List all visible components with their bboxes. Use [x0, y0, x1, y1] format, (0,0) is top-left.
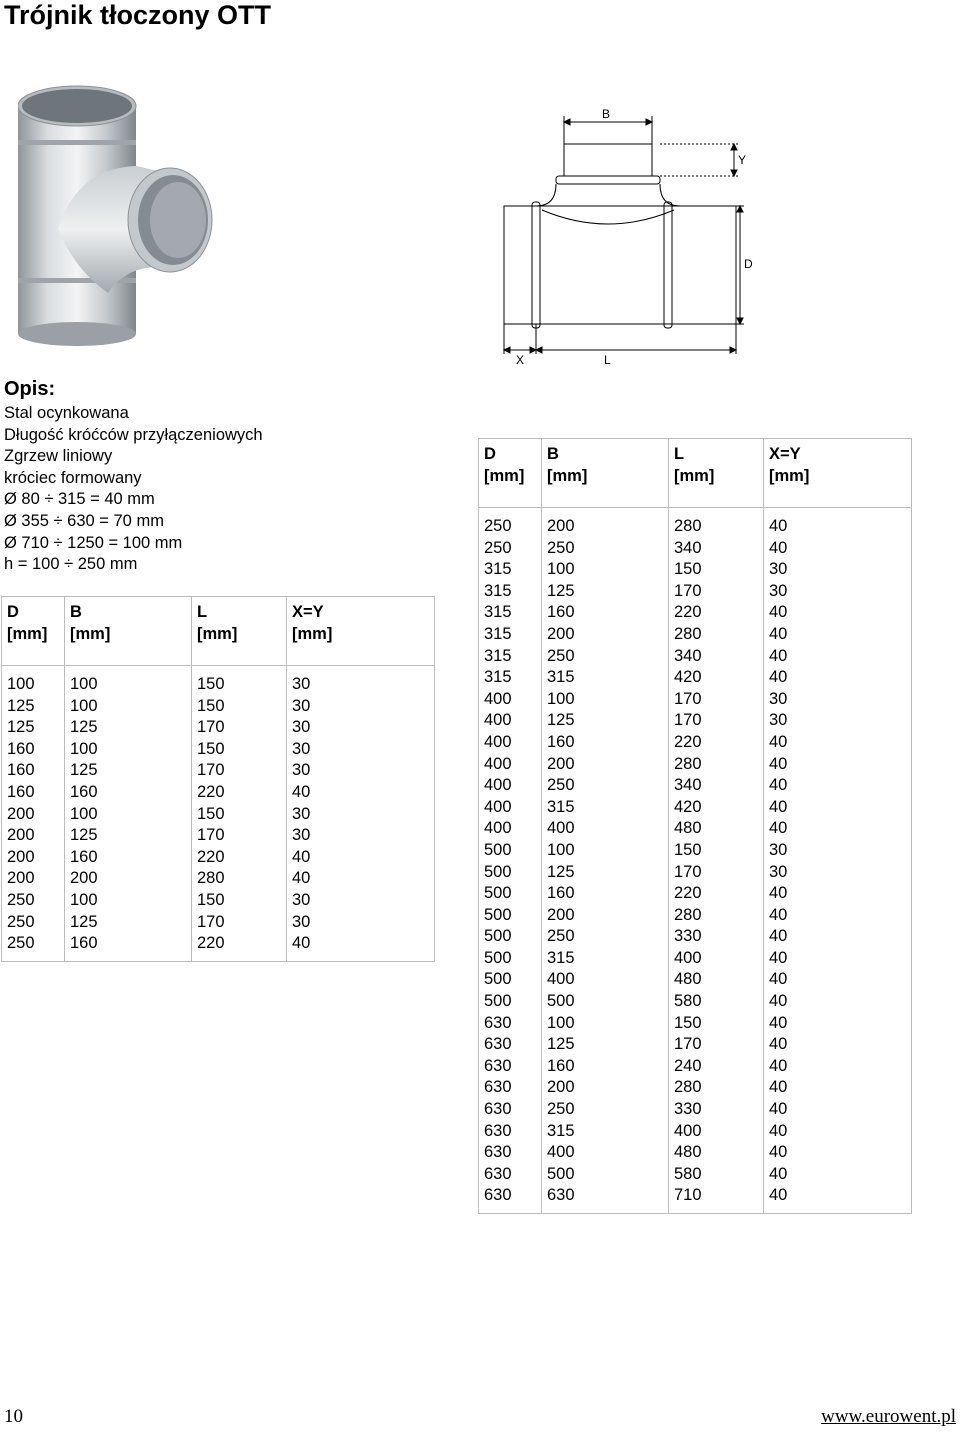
- table-cell-value: 170: [197, 826, 225, 845]
- table-header-row: [2, 597, 435, 666]
- table-cell-value: 240: [674, 1056, 702, 1075]
- table-cell-value: 100: [547, 1013, 575, 1032]
- table-cell-value: 100: [70, 675, 98, 693]
- table-cell-value: 125: [547, 581, 575, 600]
- table-cell-value: 150: [197, 890, 225, 909]
- table-cell-value: 315: [484, 581, 512, 600]
- table-cell-value: 40: [769, 948, 788, 967]
- column-header: [764, 439, 912, 508]
- opis-line: h = 100 ÷ 250 mm: [4, 555, 138, 574]
- table-cell-value: 30: [769, 560, 788, 579]
- table-cell-value: 200: [547, 517, 575, 535]
- table-cell-value: 420: [674, 668, 702, 687]
- table-cell-value: 400: [484, 819, 512, 838]
- table-cell-value: 40: [769, 754, 788, 773]
- opis-line: Zgrzew liniowy: [4, 447, 113, 466]
- table-cell-value: 400: [484, 797, 512, 816]
- table-cell-value: 40: [769, 970, 788, 989]
- table-cell-value: 220: [197, 847, 225, 866]
- table-cell-value: 40: [769, 668, 788, 687]
- table-cell-value: 200: [547, 624, 575, 643]
- table-cell-value: 630: [484, 1121, 512, 1140]
- table-cell-value: 125: [70, 718, 98, 737]
- table-cell-value: 480: [674, 819, 702, 838]
- table-cell-value: 480: [674, 1143, 702, 1162]
- table-column-cell: [542, 508, 669, 1214]
- table-cell-value: 340: [674, 646, 702, 665]
- column-unit: [mm]: [674, 467, 715, 485]
- column-name: D: [7, 603, 19, 621]
- table-cell-value: 315: [547, 948, 575, 967]
- table-cell-value: 315: [547, 1121, 575, 1140]
- table-cell-value: 315: [484, 560, 512, 579]
- table-cell-value: 400: [484, 776, 512, 795]
- table-cell-value: 500: [484, 992, 512, 1011]
- table-cell-value: 250: [547, 646, 575, 665]
- table-cell-value: 100: [70, 696, 98, 715]
- table-cell-value: 30: [769, 581, 788, 600]
- table-cell-value: 160: [70, 934, 98, 953]
- table-cell-value: 200: [7, 804, 35, 823]
- table-cell-value: 30: [769, 840, 788, 859]
- table-cell-value: 170: [197, 912, 225, 931]
- table-cell-value: 250: [547, 776, 575, 795]
- table-cell-value: 200: [547, 905, 575, 924]
- page-title: Trójnik tłoczony OTT: [4, 0, 272, 30]
- table-cell-value: 315: [547, 797, 575, 816]
- table-cell-value: 40: [292, 782, 311, 801]
- table-cell-value: 40: [769, 1078, 788, 1097]
- table-cell-value: 280: [674, 624, 702, 643]
- table-column-cell: [287, 666, 435, 962]
- table-cell-value: 500: [547, 1164, 575, 1183]
- table-cell-value: 250: [7, 934, 35, 953]
- table-cell-value: 315: [484, 668, 512, 687]
- table-cell-value: 150: [197, 696, 225, 715]
- technical-drawing: [492, 106, 754, 366]
- table-cell-value: 420: [674, 797, 702, 816]
- table-cell-value: 170: [197, 718, 225, 737]
- table-cell-value: 280: [674, 1078, 702, 1097]
- dim-label-d: D: [744, 257, 753, 271]
- table-cell-value: 400: [484, 711, 512, 730]
- table-cell-value: 250: [484, 538, 512, 557]
- column-name: D: [484, 445, 496, 463]
- table-cell-value: 500: [484, 927, 512, 946]
- table-cell-value: 315: [484, 603, 512, 622]
- table-cell-value: 500: [484, 948, 512, 967]
- table-cell-value: 30: [292, 761, 311, 780]
- table-cell-value: 220: [674, 884, 702, 903]
- table-cell-value: 100: [70, 739, 98, 758]
- table-cell-value: 250: [547, 927, 575, 946]
- table-column-cell: [65, 666, 192, 962]
- dimension-table-small: [1, 596, 435, 962]
- table-cell-value: 710: [674, 1186, 702, 1205]
- table-cell-value: 30: [292, 739, 311, 758]
- table-cell-value: 160: [70, 847, 98, 866]
- table-cell-value: 40: [292, 869, 311, 888]
- table-cell-value: 100: [547, 840, 575, 859]
- column-name: L: [674, 445, 685, 463]
- table-cell-value: 30: [292, 912, 311, 931]
- table-cell-value: 400: [484, 689, 512, 708]
- table-cell-value: 100: [70, 804, 98, 823]
- table-cell-value: 150: [197, 675, 225, 693]
- dim-label-y: Y: [738, 153, 747, 167]
- table-cell-value: 315: [484, 624, 512, 643]
- table-cell-value: 30: [769, 862, 788, 881]
- column-header: [192, 597, 287, 666]
- table-cell-value: 200: [7, 869, 35, 888]
- column-header: [287, 597, 435, 666]
- column-name: B: [547, 445, 559, 463]
- page-number: 10: [4, 1406, 23, 1427]
- table-cell-value: 340: [674, 538, 702, 557]
- dim-label-l: L: [604, 353, 611, 366]
- table-cell-value: 40: [769, 517, 788, 535]
- opis-heading: Opis:: [4, 378, 56, 400]
- table-cell-value: 630: [484, 1164, 512, 1183]
- table-cell-value: 160: [547, 884, 575, 903]
- table-cell-value: 200: [547, 754, 575, 773]
- table-cell-value: 250: [547, 538, 575, 557]
- table-cell-value: 40: [769, 1164, 788, 1183]
- table-cell-value: 170: [674, 581, 702, 600]
- table-cell-value: 160: [7, 761, 35, 780]
- table-cell-value: 220: [674, 732, 702, 751]
- table-cell-value: 30: [292, 890, 311, 909]
- table-cell-value: 630: [484, 1100, 512, 1119]
- column-name: B: [70, 603, 82, 621]
- table-cell-value: 30: [292, 696, 311, 715]
- table-cell-value: 150: [197, 739, 225, 758]
- table-cell-value: 400: [674, 1121, 702, 1140]
- table-cell-value: 40: [769, 732, 788, 751]
- table-cell-value: 40: [769, 1013, 788, 1032]
- table-cell-value: 630: [484, 1078, 512, 1097]
- column-header: [65, 597, 192, 666]
- table-cell-value: 125: [70, 761, 98, 780]
- table-cell-value: 30: [769, 689, 788, 708]
- table-cell-value: 220: [197, 782, 225, 801]
- table-cell-value: 200: [547, 1078, 575, 1097]
- table-cell-value: 150: [674, 840, 702, 859]
- table-cell-value: 170: [674, 689, 702, 708]
- opis-line: Stal ocynkowana: [4, 404, 129, 422]
- table-cell-value: 125: [7, 718, 35, 737]
- table-cell-value: 250: [484, 517, 512, 535]
- table-cell-value: 500: [484, 884, 512, 903]
- table-header-row: [479, 439, 912, 508]
- column-name: X=Y: [769, 445, 801, 463]
- table-cell-value: 400: [547, 970, 575, 989]
- table-cell-value: 630: [484, 1035, 512, 1054]
- table-cell-value: 40: [769, 1056, 788, 1075]
- table-cell-value: 30: [292, 826, 311, 845]
- table-cell-value: 280: [674, 754, 702, 773]
- column-header: [669, 439, 764, 508]
- table-cell-value: 40: [769, 927, 788, 946]
- table-cell-value: 40: [769, 819, 788, 838]
- table-cell-value: 160: [7, 782, 35, 801]
- table-cell-value: 250: [547, 1100, 575, 1119]
- table-cell-value: 220: [674, 603, 702, 622]
- table-body-row: [2, 666, 435, 962]
- table-cell-value: 580: [674, 992, 702, 1011]
- table-cell-value: 250: [7, 890, 35, 909]
- dim-label-b: B: [602, 107, 611, 121]
- table-cell-value: 630: [484, 1056, 512, 1075]
- table-cell-value: 170: [674, 862, 702, 881]
- table-cell-value: 30: [292, 718, 311, 737]
- table-cell-value: 400: [484, 732, 512, 751]
- table-cell-value: 40: [769, 624, 788, 643]
- table-cell-value: 220: [197, 934, 225, 953]
- table-body-row: [479, 508, 912, 1214]
- opis-line: Ø 355 ÷ 630 = 70 mm: [4, 511, 164, 530]
- table-cell-value: 160: [547, 1056, 575, 1075]
- column-unit: [mm]: [769, 467, 810, 485]
- table-cell-value: 280: [197, 869, 225, 888]
- table-cell-value: 200: [7, 847, 35, 866]
- table-cell-value: 40: [769, 797, 788, 816]
- table-cell-value: 100: [547, 689, 575, 708]
- opis-description: [4, 403, 263, 576]
- table-cell-value: 40: [292, 934, 311, 953]
- column-unit: [mm]: [70, 625, 111, 643]
- table-column-cell: [2, 666, 65, 962]
- table-cell-value: 40: [769, 1100, 788, 1119]
- table-column-cell: [764, 508, 912, 1214]
- table-cell-value: 500: [484, 970, 512, 989]
- table-column-cell: [192, 666, 287, 962]
- table-cell-value: 170: [674, 1035, 702, 1054]
- table-column-cell: [479, 508, 542, 1214]
- table-cell-value: 125: [547, 711, 575, 730]
- column-unit: [mm]: [547, 467, 588, 485]
- table-cell-value: 150: [674, 1013, 702, 1032]
- table-cell-value: 500: [547, 992, 575, 1011]
- dimension-table-large: [478, 438, 912, 1214]
- table-cell-value: 30: [769, 711, 788, 730]
- table-cell-value: 480: [674, 970, 702, 989]
- table-cell-value: 40: [769, 603, 788, 622]
- table-cell-value: 40: [769, 776, 788, 795]
- dim-label-x: X: [516, 353, 525, 366]
- column-header: [2, 597, 65, 666]
- table-cell-value: 400: [547, 1143, 575, 1162]
- table-column-cell: [669, 508, 764, 1214]
- table-cell-value: 500: [484, 862, 512, 881]
- table-cell-value: 40: [769, 1035, 788, 1054]
- column-unit: [mm]: [292, 625, 333, 643]
- table-cell-value: 200: [7, 826, 35, 845]
- website-link[interactable]: www.eurowent.pl: [821, 1406, 956, 1427]
- table-cell-value: 630: [484, 1013, 512, 1032]
- table-cell-value: 125: [70, 826, 98, 845]
- table-cell-value: 40: [769, 1186, 788, 1205]
- column-header: [479, 439, 542, 508]
- column-unit: [mm]: [197, 625, 238, 643]
- table-cell-value: 150: [197, 804, 225, 823]
- table-cell-value: 100: [70, 890, 98, 909]
- table-cell-value: 630: [484, 1186, 512, 1205]
- table-cell-value: 400: [484, 754, 512, 773]
- table-cell-value: 200: [70, 869, 98, 888]
- table-cell-value: 125: [547, 1035, 575, 1054]
- table-cell-value: 340: [674, 776, 702, 795]
- table-cell-value: 330: [674, 927, 702, 946]
- table-cell-value: 400: [547, 819, 575, 838]
- table-cell-value: 630: [484, 1143, 512, 1162]
- table-cell-value: 160: [7, 739, 35, 758]
- table-cell-value: 40: [769, 905, 788, 924]
- table-cell-value: 500: [484, 905, 512, 924]
- table-cell-value: 400: [674, 948, 702, 967]
- table-cell-value: 160: [547, 732, 575, 751]
- table-cell-value: 250: [7, 912, 35, 931]
- table-cell-value: 100: [547, 560, 575, 579]
- table-cell-value: 580: [674, 1164, 702, 1183]
- table-cell-value: 100: [7, 675, 35, 693]
- table-cell-value: 125: [547, 862, 575, 881]
- table-cell-value: 40: [769, 1143, 788, 1162]
- table-cell-value: 40: [769, 992, 788, 1011]
- table-cell-value: 40: [769, 1121, 788, 1140]
- column-header: [542, 439, 669, 508]
- column-name: X=Y: [292, 603, 324, 621]
- table-cell-value: 170: [674, 711, 702, 730]
- table-cell-value: 160: [70, 782, 98, 801]
- table-cell-value: 315: [484, 646, 512, 665]
- table-cell-value: 500: [484, 840, 512, 859]
- table-cell-value: 280: [674, 905, 702, 924]
- table-cell-value: 630: [547, 1186, 575, 1205]
- column-name: L: [197, 603, 208, 621]
- opis-line: Długość króćców przyłączeniowych: [4, 425, 263, 444]
- table-cell-value: 30: [292, 675, 311, 693]
- table-cell-value: 125: [7, 696, 35, 715]
- table-cell-value: 170: [197, 761, 225, 780]
- table-cell-value: 40: [769, 538, 788, 557]
- opis-line: Ø 710 ÷ 1250 = 100 mm: [4, 533, 183, 552]
- table-cell-value: 30: [292, 804, 311, 823]
- table-cell-value: 330: [674, 1100, 702, 1119]
- opis-line: króciec formowany: [4, 468, 142, 487]
- opis-line: Ø 80 ÷ 315 = 40 mm: [4, 490, 155, 509]
- table-cell-value: 40: [292, 847, 311, 866]
- product-photo: [18, 78, 230, 346]
- column-unit: [mm]: [484, 467, 525, 485]
- table-cell-value: 150: [674, 560, 702, 579]
- table-cell-value: 315: [547, 668, 575, 687]
- table-cell-value: 160: [547, 603, 575, 622]
- table-cell-value: 125: [70, 912, 98, 931]
- table-cell-value: 40: [769, 884, 788, 903]
- table-cell-value: 280: [674, 517, 702, 535]
- column-unit: [mm]: [7, 625, 48, 643]
- table-cell-value: 40: [769, 646, 788, 665]
